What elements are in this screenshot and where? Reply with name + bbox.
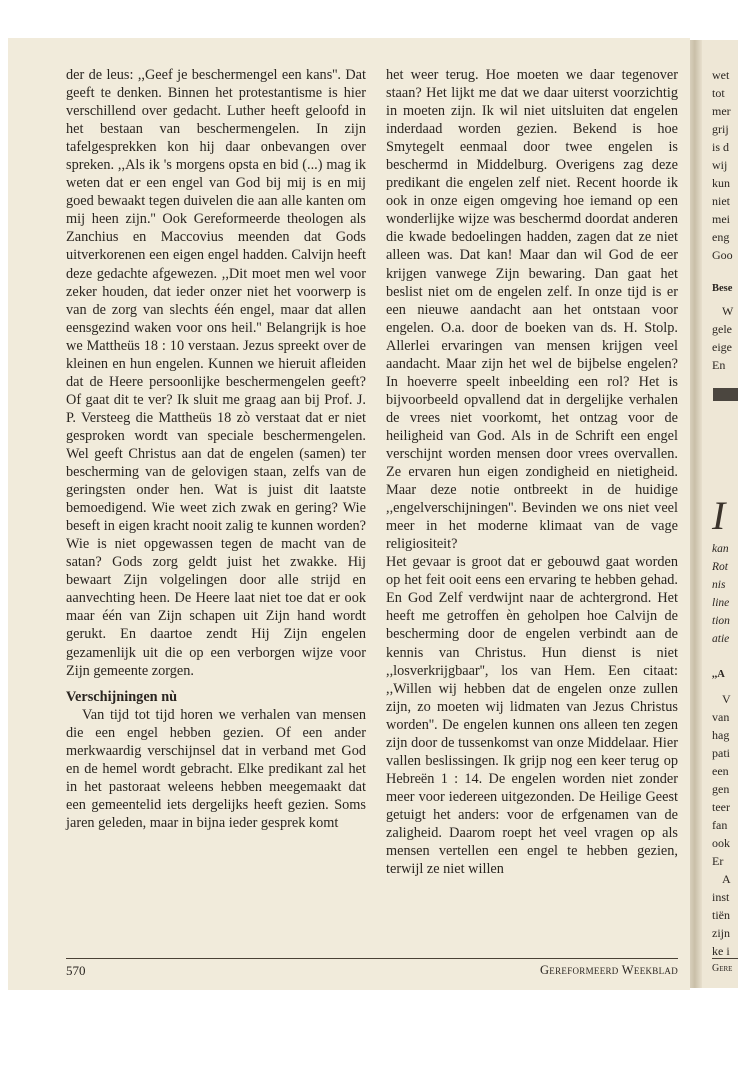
adjacent-line: kun <box>712 176 730 190</box>
adjacent-line: van <box>712 710 730 724</box>
right-paragraph-1: het weer terug. Hoe moeten we daar tegenover staan? Het lijkt me dat we daar uiterst voorzichtig in moeten zijn. Ik wil niet uitsluiten dat engelen inderdaad worden gezien. Bekend is hoe Smytegelt eenmaal door twee engelen is beschermd in Middelburg. Overigens zag deze predikant die engelen zelf niet. Recent hoorde ik ook in onze eigen omgeving hoe iemand op een wonderlijke wijze was beschermd doordat anderen die kwade bedoelingen hadden, zagen dat ze niet alleen was. Dat kan! Maar dan wil God de eer krijgen vanwege Zijn bewaring. Dan gaat het beslist niet om de engelen zelf. In onze tijd is er een nieuwe aandacht aan het ontstaan voor engelen. O.a. door de boeken van ds. H. Stolp. Allerlei ervaringen van mensen krijgen veel aandacht. Maar zijn het wel de bijbelse engelen? In hoeverre speelt inbeelding een rol? Het is bijvoorbeeld opvallend dat in dergelijke verhalen de vrees niet voorkomt, het ontzag voor de heiligheid van God. Als in de Schrift een engel verschijnt worden mensen door vrees overvallen. Ze ervaren hun eigen zondigheid en nietigheid. Maar deze notie ontbreekt in de huidige ,,engelverschijningen''. Bevinden we ons niet veel meer in het moderne klimaat van de vage religiositeit? <box>386 67 678 553</box>
adjacent-line: hag <box>712 728 730 742</box>
adjacent-line: zijn <box>712 926 730 940</box>
adjacent-line: line <box>712 597 730 609</box>
adjacent-line: nis <box>712 579 726 591</box>
adjacent-line: teer <box>712 800 730 814</box>
adjacent-line: grij <box>712 122 729 136</box>
adjacent-line: tot <box>712 86 725 100</box>
right-paragraph-2: Het gevaar is groot dat er gebouwd gaat worden op het feit ooit eens een ervaring te hebben gehad. En God Zelf verdwijnt naar de achtergrond. Het heeft me getroffen èn geholpen hoe Calvijn de bescherming door de engelen verbindt aan de kennis van Christus. Hun dienst is niet ,,losverkrijgbaar'', los van Hem. Een citaat: ,,Willen wij hebben dat de engelen onze zullen zijn, zo moeten wij lidmaten van Jezus Christus worden''. De engelen kunnen ons alleen ten zegen zijn door de tussenkomst van onze Middelaar. Hier vallen beslissingen. Ik grijp nog een keer terug op Hebreën 1 : 14. De engelen worden niet zonder meer voor iedereen uitgezonden. De Heilige Geest getuigt het anders: voor de erfgenamen van de zaligheid. Daarom roept het veel vragen op als mensen vertellen een engel te hebben gezien, terwijl ze niet willen <box>386 554 678 878</box>
adjacent-heading-2: ,,A <box>712 669 725 680</box>
adjacent-lines-low <box>712 690 731 960</box>
adjacent-line: mei <box>712 212 730 226</box>
footer-rule <box>66 958 678 959</box>
adjacent-line: Goo <box>712 248 733 262</box>
adjacent-line: fan <box>712 818 728 832</box>
adjacent-footer: Gere <box>712 963 733 974</box>
left-paragraph-2: Van tijd tot tijd horen we verhalen van mensen die een engel hebben gezien. Of een ander merkwaardig verschijnsel dat in verband met God en de hemel wordt gebracht. Elke predikant zal het in het pastoraat weleens hebben meegemaakt dat een gemeentelid iets dergelijks heeft gezien. Soms jaren geleden, maar in bijna ieder gesprek komt <box>66 706 366 831</box>
adjacent-line: inst <box>712 890 730 904</box>
right-column <box>386 66 678 878</box>
left-column <box>66 66 366 832</box>
adjacent-italic-lines <box>712 540 730 648</box>
adjacent-line: pati <box>712 746 730 760</box>
adjacent-drop-cap: I <box>712 493 726 538</box>
adjacent-line: atie <box>712 633 730 645</box>
page-number: 570 <box>66 963 86 978</box>
adjacent-lines-top <box>712 66 733 264</box>
adjacent-line: een <box>712 764 729 778</box>
adjacent-footer-rule <box>712 958 738 959</box>
adjacent-line: niet <box>712 194 730 208</box>
adjacent-line: Er <box>712 854 724 868</box>
adjacent-line: mer <box>712 104 731 118</box>
adjacent-line: gele <box>712 322 732 336</box>
adjacent-bar <box>713 388 738 401</box>
adjacent-line: tion <box>712 615 730 627</box>
page-gutter <box>690 40 702 988</box>
adjacent-line: V <box>722 692 731 706</box>
adjacent-line: gen <box>712 782 730 796</box>
adjacent-line: eng <box>712 230 730 244</box>
adjacent-line: W <box>722 304 734 318</box>
adjacent-line: is d <box>712 140 730 154</box>
adjacent-line: eige <box>712 340 732 354</box>
subheading: Verschijningen nù <box>66 688 178 705</box>
adjacent-heading-1: Bese <box>712 283 733 294</box>
left-paragraph-1: der de leus: ,,Geef je beschermengel een kans''. Dat geeft te denken. Binnen het protestantisme is hier verschillend over gedacht. Luther heeft geloofd in het bestaan van beschermengelen. In zijn tafelgesprekken kon hij daar onbevangen over spreken. ,,Als ik 's morgens opsta en bid (...) mag ik weten dat er een engel van God bij mij is en mij goed bewaakt tegen duivelen die aan alle kanten om mij heen zijn.'' Ook Gereformeerde theologen als Zanchius en Maccovius meenden dat Gods uitverkorenen een eigen engel hadden. Calvijn heeft deze gedachte afgewezen. ,,Dit moet men wel voor zeker houden, dat ieder onzer niet het voorwerp is van de zorg van slechts één engel, maar dat allen eensgezind waken voor ons heil.'' Belangrijk is hoe we Mattheüs 18 : 10 verstaan. Jezus spreekt over de kleinen en hun engelen. Kunnen we hieruit afleiden dat de Heere persoonlijke beschermengelen geeft? Of gaat dit te ver? Ik sluit me graag aan bij Prof. J. P. Versteeg die Mattheüs 18 zò verstaat dat er niet gesproken wordt van speciale beschermengelen. Wel geeft Christus aan dat de engelen (samen) ter bescherming van de gelovigen staan, zelfs van de geringsten onder hen. Wat is juist dit laatste bemoedigend. Wie weet zich zwak en gering? Wie beseft in eigen kracht nooit zalig te kunnen worden? Wie is niet opgewassen tegen de macht van de satan? Gods zorg geldt juist het zwakke. Hij bewaart Zijn volgelingen door alle strijd en aanvechting heen. De Heere laat niet toe dat er ook maar één van Zijn schapen uit Zijn hand wordt gerukt. En daartoe zendt Hij Zijn engelen gezamenlijk uit die op een verborgen wijze voor Zijn gemeente zorgen. <box>66 67 366 679</box>
adjacent-line: ke i <box>712 944 730 958</box>
adjacent-line: En <box>712 358 726 372</box>
adjacent-line: wij <box>712 158 728 172</box>
adjacent-line: A <box>722 872 731 886</box>
adjacent-line: Rot <box>712 561 728 573</box>
magazine-name: Gereformeerd Weekblad <box>539 963 678 977</box>
adjacent-line: ook <box>712 836 730 850</box>
adjacent-line: tiën <box>712 908 730 922</box>
adjacent-line: kan <box>712 543 729 555</box>
adjacent-line: wet <box>712 68 730 82</box>
adjacent-lines-mid <box>712 302 733 374</box>
